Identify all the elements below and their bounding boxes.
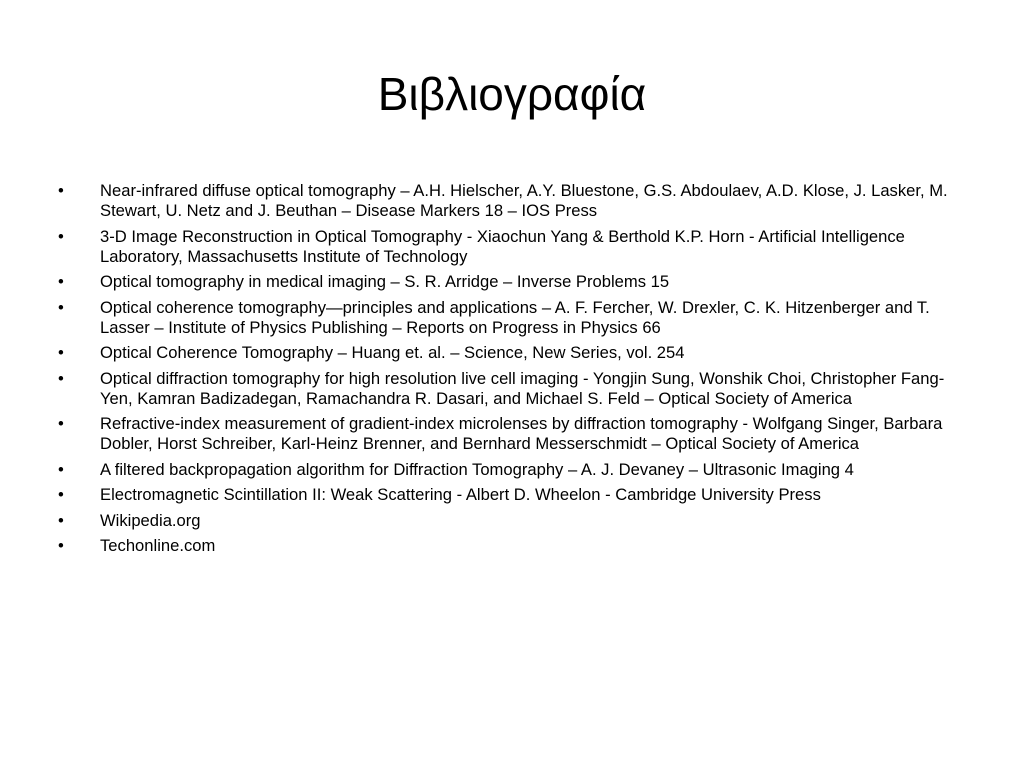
reference-item [58, 536, 968, 556]
reference-list [58, 181, 968, 562]
reference-item [58, 227, 968, 267]
slide-title: Βιβλιογραφία [377, 68, 647, 120]
reference-text: A filtered backpropagation algorithm for Diffraction Tomography – A. J. Devaney – Ultrasonic Imaging 4 [100, 459, 854, 479]
reference-text: Electromagnetic Scintillation II: Weak Scattering - Albert D. Wheelon - Cambridge University Press [100, 485, 821, 504]
bullet-icon: • [58, 181, 64, 200]
bullet-icon: • [58, 414, 64, 433]
bullet-icon: • [58, 272, 64, 291]
bullet-icon: • [58, 297, 64, 317]
reference-item [58, 272, 968, 292]
reference-text: Optical Coherence Tomography – Huang et. al. – Science, New Series, vol. 254 [100, 343, 685, 362]
reference-text: Optical coherence tomography—principles and applications – A. F. Fercher, W. Drexler, C. K. Hitzenberger and T. Lasser – Institute of Physics Publishing – Reports on Progress in Physics 66 [100, 297, 930, 337]
bullet-icon: • [58, 368, 64, 388]
reference-text: Refractive-index measurement of gradient-index microlenses by diffraction tomography - Wolfgang Singer, Barbara Dobler, Horst Schreiber, Karl-Heinz Brenner, and Bernhard Messerschmidt – Optical Society of America [100, 414, 943, 453]
reference-text: Optical diffraction tomography for high resolution live cell imaging - Yongjin Sung, Wonshik Choi, Christopher Fang-Yen, Kamran Badizadegan, Ramachandra R. Dasari, and Michael S. Feld – Optical Society of America [100, 368, 945, 408]
reference-item [58, 460, 968, 480]
reference-text: Wikipedia.org [100, 510, 201, 530]
bullet-icon: • [58, 343, 64, 362]
reference-item [58, 181, 968, 221]
reference-item [58, 485, 968, 505]
bullet-icon: • [58, 536, 64, 555]
reference-item [58, 414, 968, 454]
bullet-icon: • [58, 510, 64, 530]
reference-item [58, 343, 968, 363]
reference-item [58, 511, 968, 531]
reference-item [58, 369, 968, 409]
reference-text: Near-infrared diffuse optical tomography – A.H. Hielscher, A.Y. Bluestone, G.S. Abdoulaev, A.D. Klose, J. Lasker, M. Stewart, U. Netz and J. Beuthan – Disease Markers 18 – IOS Press [100, 181, 948, 220]
bullet-icon: • [58, 459, 64, 479]
bullet-icon: • [58, 485, 64, 504]
reference-text: 3-D Image Reconstruction in Optical Tomography - Xiaochun Yang & Berthold K.P. Horn - Artificial Intelligence Laboratory, Massachusetts Institute of Technology [100, 226, 905, 266]
reference-text: Techonline.com [100, 536, 216, 555]
reference-item [58, 298, 968, 338]
reference-text: Optical tomography in medical imaging – S. R. Arridge – Inverse Problems 15 [100, 272, 670, 291]
bullet-icon: • [58, 226, 64, 246]
